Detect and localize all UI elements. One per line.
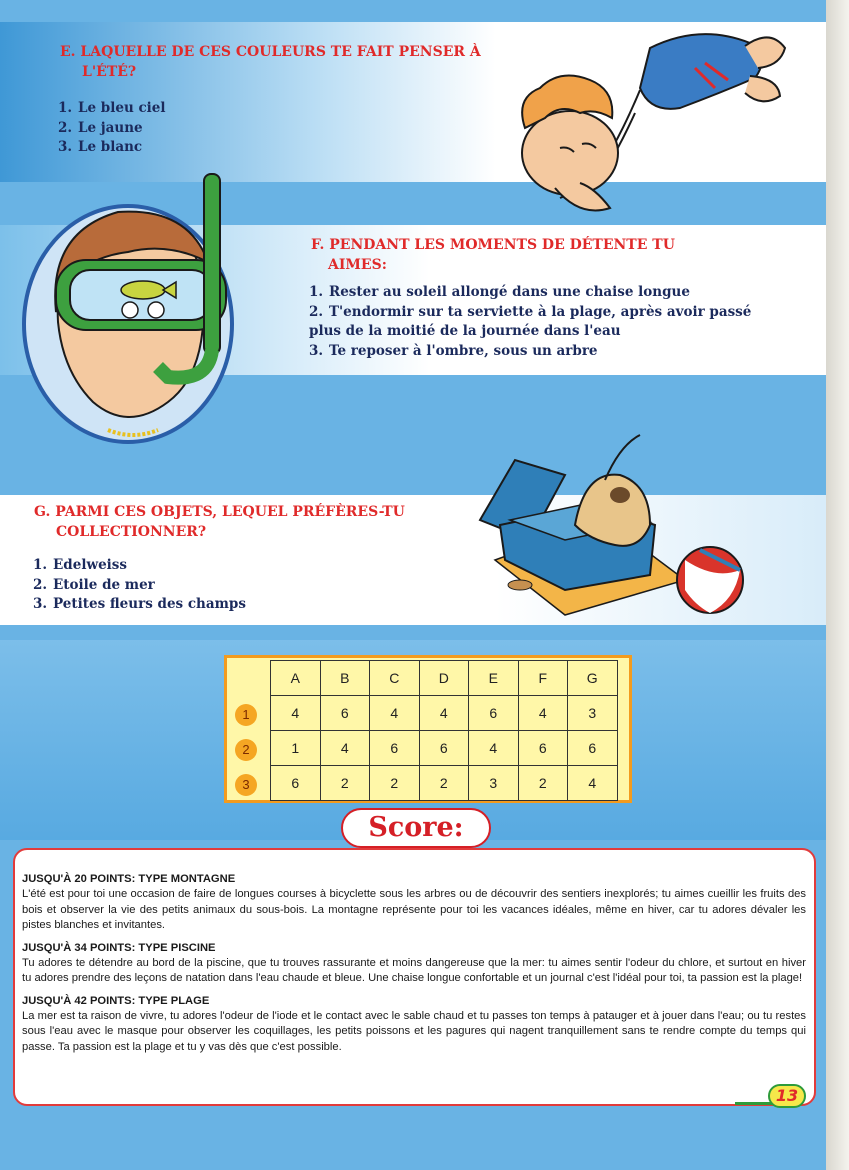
table-row	[271, 731, 618, 766]
option-item[interactable]: 2. Etoile de mer	[33, 576, 155, 593]
table-cell: 1	[271, 731, 321, 766]
column-header: B	[320, 661, 370, 696]
result-text: La mer est ta raison de vivre, tu adores l'odeur de l'iode et le contact avec le sable chaud et tu passes ton temps à patauger et à jouer dans l'eau; ou tu restes sous l'eau avec le masque pour observer les coquillages, les petits poissons et les pagures qui nagent tranquillement sans te rendre compte du temps qui passe. Ta passion est la plage et tu y vas dès que c'est possible.	[22, 1009, 806, 1053]
score-title: Score:	[368, 812, 464, 843]
row-label-2: 2	[235, 739, 257, 761]
table-row	[271, 696, 618, 731]
column-header: C	[370, 661, 420, 696]
table-header-row	[271, 661, 618, 696]
table-cell: 3	[568, 696, 618, 731]
option-item[interactable]: 3. Te reposer à l'ombre, sous un arbre	[309, 342, 598, 359]
question-g-title: G. PARMI CES OBJETS, LEQUEL PRÉFÈRES-TU COLLECTIONNER?	[34, 504, 405, 540]
page-number: 13	[768, 1084, 806, 1108]
table-cell: 2	[370, 766, 420, 801]
diving-boy-illustration	[500, 18, 790, 228]
result-heading: JUSQU'À 20 POINTS: TYPE MONTAGNE	[22, 873, 236, 885]
option-item[interactable]: 1. Edelweiss	[33, 557, 127, 573]
question-e-options	[58, 99, 166, 158]
table-cell: 4	[370, 696, 420, 731]
table-row	[271, 766, 618, 801]
row-label-3: 3	[235, 774, 257, 796]
column-header: F	[518, 661, 568, 696]
dog-cooler-illustration	[455, 430, 745, 620]
option-item[interactable]: 3. Le blanc	[58, 139, 143, 155]
question-g-options	[33, 556, 246, 615]
table-cell: 6	[568, 731, 618, 766]
score-table	[270, 660, 618, 801]
table-cell: 6	[518, 731, 568, 766]
result-heading: JUSQU'À 34 POINTS: TYPE PISCINE	[22, 941, 216, 954]
table-cell: 4	[271, 696, 321, 731]
result-heading: JUSQU'À 42 POINTS: TYPE PLAGE	[22, 994, 210, 1007]
table-cell: 3	[469, 766, 519, 801]
column-header: G	[568, 661, 618, 696]
table-cell: 2	[518, 766, 568, 801]
result-text: L'été est pour toi une occasion de faire de longues courses à bicyclette sous les arbres ou de découvrir des sentiers inexplorés; tu aimes cueillir les fruits des bois et observer la vie des petits animaux du sous-bois. La montagne représente pour toi les vacances idéales, même en hiver, car tu adores dévaler les pistes blanches et invitantes.	[22, 888, 806, 931]
page-edge	[826, 0, 849, 1170]
table-cell: 4	[469, 731, 519, 766]
option-item[interactable]: 1. Le bleu ciel	[58, 100, 166, 116]
option-item[interactable]: 3. Petites fleurs des champs	[33, 596, 246, 612]
table-cell: 4	[568, 766, 618, 801]
row-label-1: 1	[235, 704, 257, 726]
table-cell: 6	[320, 696, 370, 731]
score-title-badge	[341, 808, 491, 848]
column-header: E	[469, 661, 519, 696]
option-item-continued: plus de la moitié de la journée dans l'eau	[309, 323, 621, 339]
table-cell: 6	[419, 731, 469, 766]
question-f-options	[309, 283, 751, 361]
column-header: D	[419, 661, 469, 696]
option-item[interactable]: 1. Rester au soleil allongé dans une chaise longue	[309, 284, 690, 300]
table-cell: 2	[419, 766, 469, 801]
question-e-title: E. LAQUELLE DE CES COULEURS TE FAIT PENSER À L'ÉTÉ?	[60, 44, 481, 80]
column-header: A	[271, 661, 321, 696]
table-cell: 6	[271, 766, 321, 801]
option-item[interactable]: 2. Le jaune	[58, 119, 143, 136]
option-item[interactable]: 2. T'endormir sur ta serviette à la plage, après avoir passé	[309, 303, 752, 320]
snorkel-face-illustration	[18, 172, 250, 447]
question-f-title: F. PENDANT LES MOMENTS DE DÉTENTE TU AIMES:	[311, 237, 675, 273]
table-cell: 6	[370, 731, 420, 766]
results-box	[13, 848, 816, 1106]
result-text: Tu adores te détendre au bord de la piscine, que tu trouves rassurante et moins dangereuse que la mer: tu aimes sentir l'odeur du chlore, et surtout en hiver tu adores prendre des leçons de natation dans l'eau chaude et bleue. Une chaise longue confortable et un journal c'est l'idéal pour toi, ta passion est la plage!	[22, 956, 806, 984]
table-cell: 2	[320, 766, 370, 801]
table-cell: 4	[419, 696, 469, 731]
table-cell: 6	[469, 696, 519, 731]
table-cell: 4	[320, 731, 370, 766]
table-cell: 4	[518, 696, 568, 731]
